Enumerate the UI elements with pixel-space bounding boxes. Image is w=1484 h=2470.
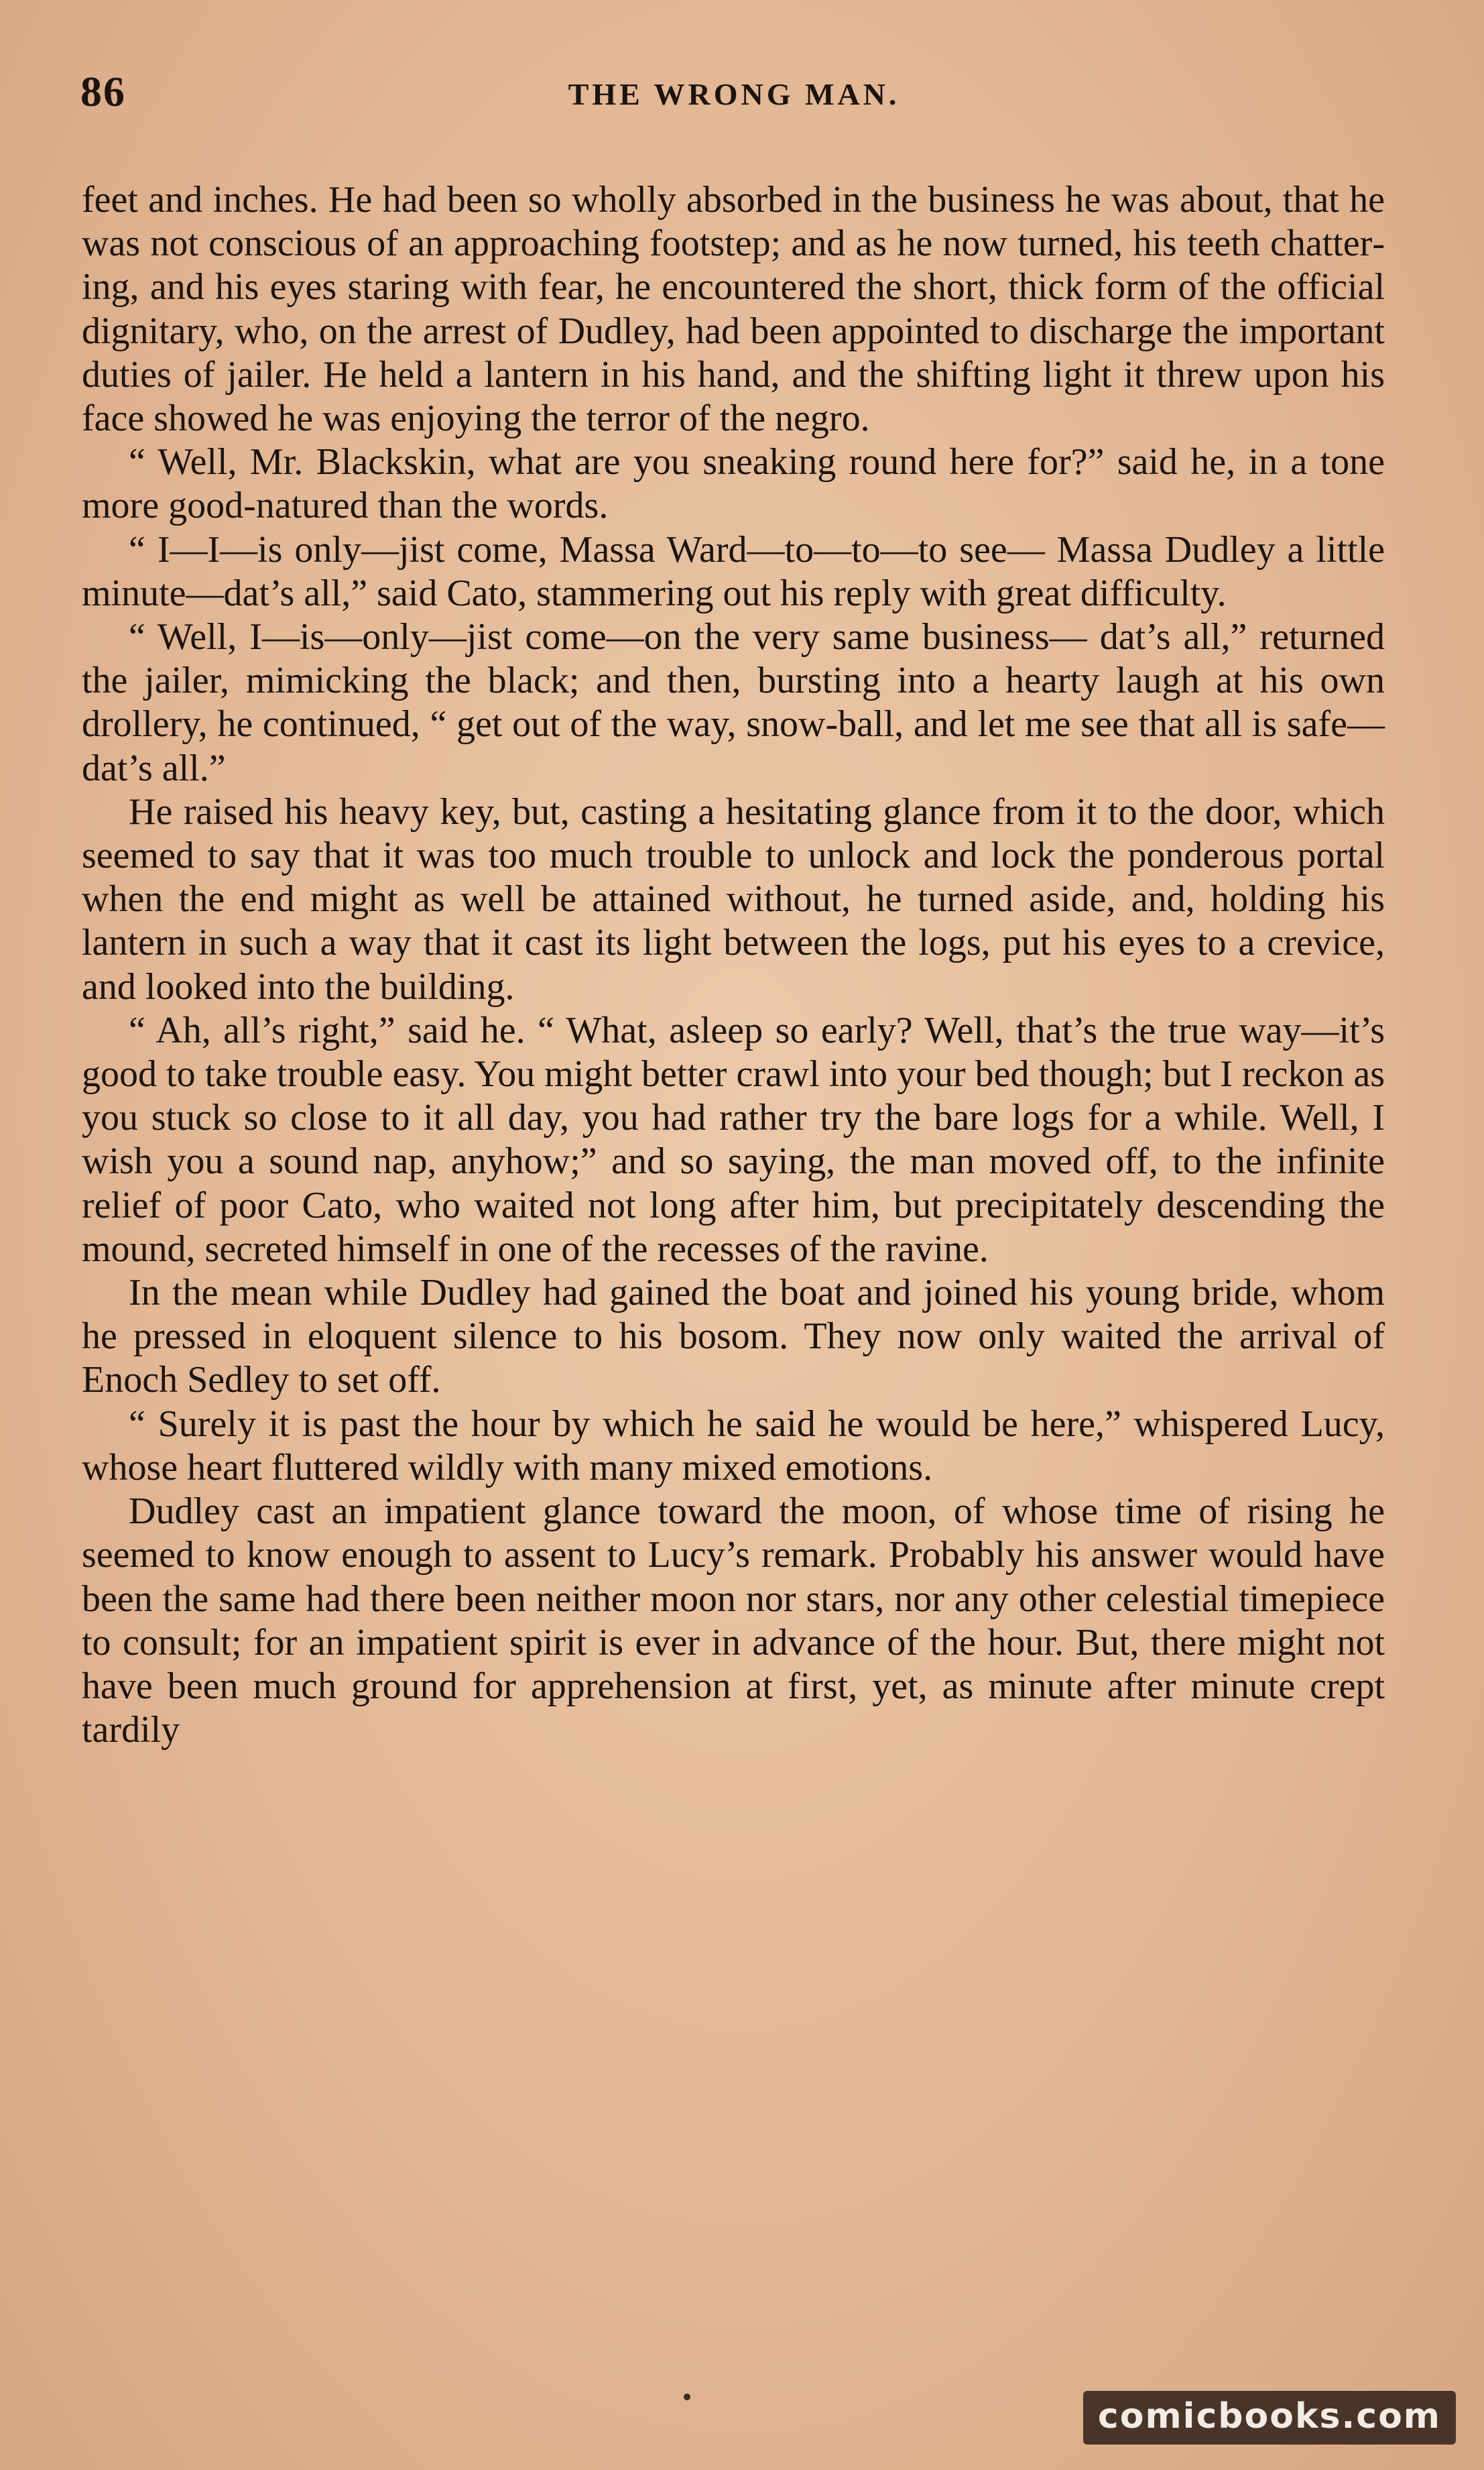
page-header xyxy=(80,67,1387,134)
running-title: THE WRONG MAN. xyxy=(568,77,900,111)
paragraph: Dudley cast an impatient glance toward the moon, of whose time of rising he seemed to know enough to assent to Lucy’s remark. Probably his answer would have been the same had there been neither moon nor stars, nor any other celestial timepiece to consult; for an impatient spirit is ever in advance of the hour. But, there might not have been much ground for apprehension at first, yet, as minute after minute crept tardily xyxy=(82,1490,1385,1751)
paragraph: He raised his heavy key, but, casting a hesitating glance from it to the door, which seemed to say that it was too much trouble to unlock and lock the ponderous portal when the end might as well be attained without, he turned aside, and, holding his lantern in such a way that it cast its light between the logs, put his eyes to a crevice, and looked into the building. xyxy=(82,790,1385,1008)
paragraph: feet and inches. He had been so wholly absorbed in the business he was about, that he was not conscious of an approaching footstep; and as he now turned, his teeth chattering, and his eyes staring with fear, he encountered the short, thick form of the official dignitary, who, on the arrest of Dudley, had been appointed to discharge the important duties of jailer. He held a lantern in his hand, and the shifting light it threw upon his face showed he was enjoying the terror of the negro. xyxy=(82,179,1385,440)
paragraph: “ Ah, all’s right,” said he. “ What, asleep so early? Well, that’s the true way—it’s good to take trouble easy. You might better crawl into your bed though; but I reckon as you stuck so close to it all day, you had rather try the bare logs for a while. Well, I wish you a sound nap, anyhow;” and so saying, the man moved off, to the infinite relief of poor Cato, who waited not long after him, but precipitately descending the mound, secreted himself in one of the recesses of the ravine. xyxy=(82,1009,1385,1270)
body-text xyxy=(82,178,1385,1752)
paragraph: “ Well, Mr. Blackskin, what are you sneaking round here for?” said he, in a tone more good-natured than the words. xyxy=(82,441,1385,527)
watermark-logo: comicbooks.com xyxy=(1083,2391,1456,2445)
paragraph: “ Well, I—is—only—jist come—on the very same business— dat’s all,” returned the jailer, mimicking the black; and then, bursting into a hearty laugh at his own drollery, he continued, “ get out of the way, snow-ball, and let me see that all is safe— dat’s all.” xyxy=(82,616,1385,789)
ink-speck xyxy=(684,2394,690,2400)
page-number: 86 xyxy=(80,68,126,115)
paragraph: “ Surely it is past the hour by which he said he would be here,” whispered Lucy, whose heart fluttered wildly with many mixed emotions. xyxy=(82,1403,1385,1488)
paragraph: In the mean while Dudley had gained the boat and joined his young bride, whom he pressed in eloquent silence to his bosom. They now only waited the arrival of Enoch Sedley to set off. xyxy=(82,1272,1385,1401)
paragraph: “ I—I—is only—jist come, Massa Ward—to—to—to see— Massa Dudley a little minute—dat’s all,” said Cato, stammering out his reply with great difficulty. xyxy=(82,528,1385,614)
